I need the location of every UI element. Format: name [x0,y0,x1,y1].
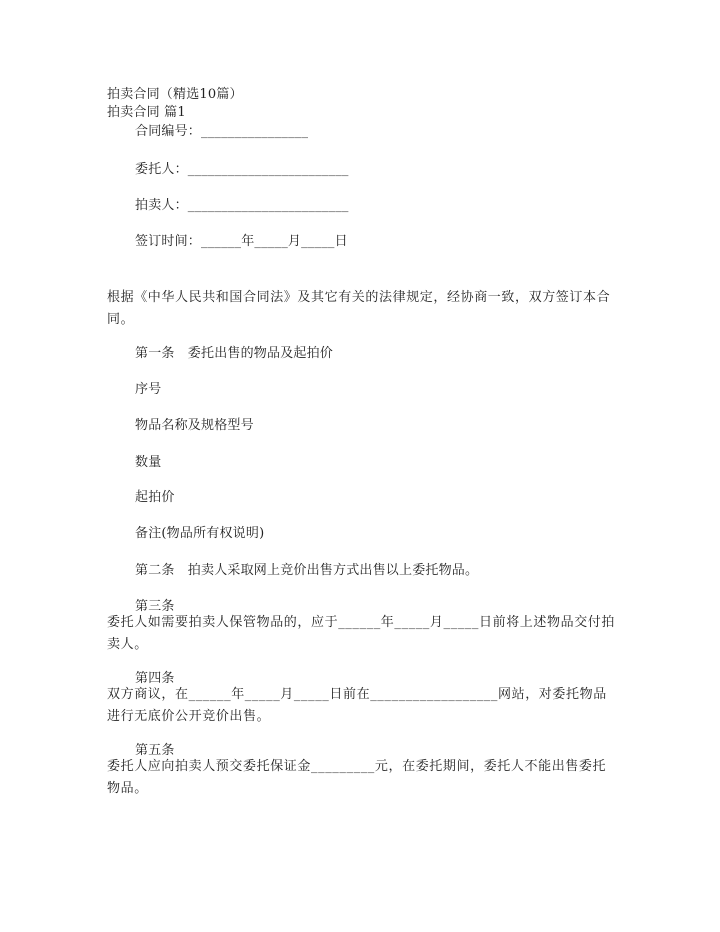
article-4-heading: 第四条 [135,671,175,686]
article-4-text: 双方商议，在______年_____月_____日前在__________________网站，对委托物品进行无底价公开竞价出售。 [107,687,607,724]
column-remarks: 备注(物品所有权说明) [135,526,265,541]
article-5-heading: 第五条 [135,743,175,758]
auctioneer-field: 拍卖人：________________________ [135,198,349,213]
article-1-heading: 第一条 委托出售的物品及起拍价 [135,346,334,361]
article-3-heading: 第三条 [135,599,175,614]
article-2: 第二条 拍卖人采取网上竞价出售方式出售以上委托物品。 [135,563,479,578]
contract-number-field: 合同编号：________________ [135,124,309,139]
sign-date-field: 签订时间：______年_____月_____日 [135,234,348,249]
column-item-name: 物品名称及规格型号 [135,418,254,433]
client-field: 委托人：________________________ [135,162,349,177]
document-subtitle: 拍卖合同 篇1 [107,105,186,120]
column-quantity: 数量 [135,455,162,470]
document-title: 拍卖合同（精选10篇） [107,87,243,102]
article-3-text: 委托人如需要拍卖人保管物品的，应于______年_____月_____日前将上述物品交付拍卖人。 [107,615,616,652]
column-serial: 序号 [135,382,162,397]
column-starting-price: 起拍价 [135,490,175,505]
article-5-text: 委托人应向拍卖人预交委托保证金_________元，在委托期间，委托人不能出售委托物品。 [107,759,607,796]
intro-paragraph: 根据《中华人民共和国合同法》及其它有关的法律规定，经协商一致，双方签订本合同。 [107,290,611,327]
